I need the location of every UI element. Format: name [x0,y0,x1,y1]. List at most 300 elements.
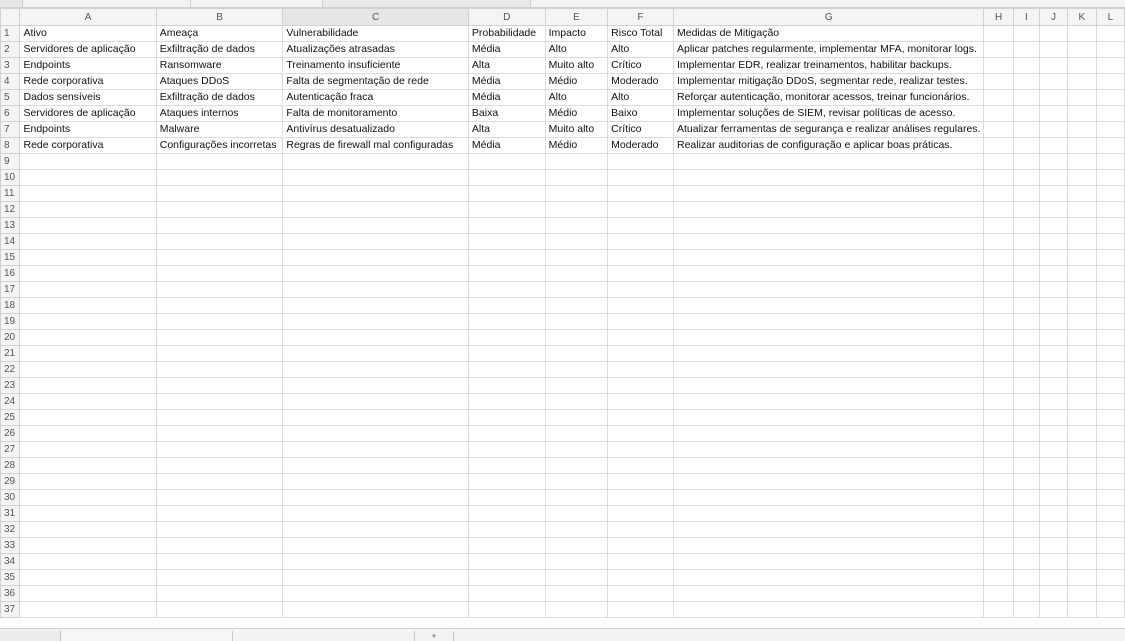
cell-d26[interactable] [468,426,545,442]
cell-c12[interactable] [283,202,469,218]
cell-d10[interactable] [468,170,545,186]
cell-g7[interactable]: Atualizar ferramentas de segurança e realizar análises regulares. [673,122,984,138]
cell-f18[interactable] [608,298,674,314]
row-header[interactable]: 16 [1,266,20,282]
cell-g14[interactable] [673,234,984,250]
cell-l25[interactable] [1096,410,1124,426]
cell-a10[interactable] [20,170,156,186]
cell-k3[interactable] [1067,58,1096,74]
cell-a7[interactable]: Endpoints [20,122,156,138]
cell-h15[interactable] [984,250,1013,266]
cell-e7[interactable]: Muito alto [545,122,608,138]
cell-k6[interactable] [1067,106,1096,122]
cell-g31[interactable] [673,506,984,522]
cell-j19[interactable] [1040,314,1068,330]
cell-l15[interactable] [1096,250,1124,266]
cell-h27[interactable] [984,442,1013,458]
cell-e5[interactable]: Alto [545,90,608,106]
cell-a28[interactable] [20,458,156,474]
cell-d7[interactable]: Alta [468,122,545,138]
cell-l18[interactable] [1096,298,1124,314]
cell-j37[interactable] [1040,602,1068,618]
cell-i32[interactable] [1013,522,1039,538]
cell-b8[interactable]: Configurações incorretas [156,138,283,154]
cell-f14[interactable] [608,234,674,250]
cell-c13[interactable] [283,218,469,234]
cell-g16[interactable] [673,266,984,282]
cell-l2[interactable] [1096,42,1124,58]
cell-i18[interactable] [1013,298,1039,314]
cell-d33[interactable] [468,538,545,554]
cell-g36[interactable] [673,586,984,602]
row-header[interactable]: 9 [1,154,20,170]
cell-i29[interactable] [1013,474,1039,490]
cell-f37[interactable] [608,602,674,618]
cell-a33[interactable] [20,538,156,554]
cell-i26[interactable] [1013,426,1039,442]
cell-j18[interactable] [1040,298,1068,314]
row-header[interactable]: 19 [1,314,20,330]
cell-g10[interactable] [673,170,984,186]
cell-k36[interactable] [1067,586,1096,602]
cell-f2[interactable]: Alto [608,42,674,58]
cell-a30[interactable] [20,490,156,506]
cell-a17[interactable] [20,282,156,298]
cell-a37[interactable] [20,602,156,618]
cell-b17[interactable] [156,282,283,298]
cell-j32[interactable] [1040,522,1068,538]
cell-e2[interactable]: Alto [545,42,608,58]
cell-b10[interactable] [156,170,283,186]
row-header[interactable]: 2 [1,42,20,58]
cell-f8[interactable]: Moderado [608,138,674,154]
cell-l13[interactable] [1096,218,1124,234]
cell-c14[interactable] [283,234,469,250]
cell-c18[interactable] [283,298,469,314]
cell-l28[interactable] [1096,458,1124,474]
cell-f16[interactable] [608,266,674,282]
row-header[interactable]: 34 [1,554,20,570]
cell-j4[interactable] [1040,74,1068,90]
cell-d6[interactable]: Baixa [468,106,545,122]
cell-k4[interactable] [1067,74,1096,90]
cell-f24[interactable] [608,394,674,410]
cell-j16[interactable] [1040,266,1068,282]
cell-j8[interactable] [1040,138,1068,154]
cell-l4[interactable] [1096,74,1124,90]
cell-g17[interactable] [673,282,984,298]
cell-b1[interactable]: Ameaça [156,26,283,42]
cell-h9[interactable] [984,154,1013,170]
row-header[interactable]: 1 [1,26,20,42]
cell-h36[interactable] [984,586,1013,602]
cell-a21[interactable] [20,346,156,362]
cell-i15[interactable] [1013,250,1039,266]
cell-k10[interactable] [1067,170,1096,186]
column-header-c[interactable]: C [283,9,469,26]
cell-c29[interactable] [283,474,469,490]
cell-b29[interactable] [156,474,283,490]
cell-j20[interactable] [1040,330,1068,346]
column-header-f[interactable]: F [608,9,674,26]
cell-f29[interactable] [608,474,674,490]
row-header[interactable]: 29 [1,474,20,490]
cell-a24[interactable] [20,394,156,410]
cell-g24[interactable] [673,394,984,410]
cell-k32[interactable] [1067,522,1096,538]
cell-e13[interactable] [545,218,608,234]
cell-j26[interactable] [1040,426,1068,442]
cell-e14[interactable] [545,234,608,250]
cell-d28[interactable] [468,458,545,474]
cell-h29[interactable] [984,474,1013,490]
row-header[interactable]: 24 [1,394,20,410]
cell-i34[interactable] [1013,554,1039,570]
cell-b33[interactable] [156,538,283,554]
cell-g23[interactable] [673,378,984,394]
cell-d5[interactable]: Média [468,90,545,106]
cell-l27[interactable] [1096,442,1124,458]
cell-a27[interactable] [20,442,156,458]
cell-i9[interactable] [1013,154,1039,170]
row-header[interactable]: 4 [1,74,20,90]
cell-i6[interactable] [1013,106,1039,122]
cell-b14[interactable] [156,234,283,250]
cell-k15[interactable] [1067,250,1096,266]
cell-b7[interactable]: Malware [156,122,283,138]
cell-b15[interactable] [156,250,283,266]
cell-l9[interactable] [1096,154,1124,170]
cell-f27[interactable] [608,442,674,458]
cell-i7[interactable] [1013,122,1039,138]
cell-k27[interactable] [1067,442,1096,458]
row-header[interactable]: 7 [1,122,20,138]
cell-i11[interactable] [1013,186,1039,202]
cell-b37[interactable] [156,602,283,618]
cell-g35[interactable] [673,570,984,586]
cell-a9[interactable] [20,154,156,170]
cell-f4[interactable]: Moderado [608,74,674,90]
cell-d4[interactable]: Média [468,74,545,90]
cell-l31[interactable] [1096,506,1124,522]
cell-h30[interactable] [984,490,1013,506]
column-header-a[interactable]: A [20,9,156,26]
cell-d15[interactable] [468,250,545,266]
cell-j35[interactable] [1040,570,1068,586]
cell-d19[interactable] [468,314,545,330]
cell-l30[interactable] [1096,490,1124,506]
row-header[interactable]: 36 [1,586,20,602]
cell-e4[interactable]: Médio [545,74,608,90]
cell-b6[interactable]: Ataques internos [156,106,283,122]
cell-c33[interactable] [283,538,469,554]
cell-e31[interactable] [545,506,608,522]
cell-l26[interactable] [1096,426,1124,442]
cell-i1[interactable] [1013,26,1039,42]
cell-j12[interactable] [1040,202,1068,218]
cell-e37[interactable] [545,602,608,618]
cell-b35[interactable] [156,570,283,586]
cell-i30[interactable] [1013,490,1039,506]
cell-c24[interactable] [283,394,469,410]
cell-h21[interactable] [984,346,1013,362]
cell-k30[interactable] [1067,490,1096,506]
cell-e32[interactable] [545,522,608,538]
row-header[interactable]: 28 [1,458,20,474]
cell-j13[interactable] [1040,218,1068,234]
cell-g28[interactable] [673,458,984,474]
cell-j30[interactable] [1040,490,1068,506]
cell-b20[interactable] [156,330,283,346]
cell-h5[interactable] [984,90,1013,106]
cell-j24[interactable] [1040,394,1068,410]
cell-c8[interactable]: Regras de firewall mal configuradas [283,138,469,154]
cell-d30[interactable] [468,490,545,506]
cell-b18[interactable] [156,298,283,314]
row-header[interactable]: 35 [1,570,20,586]
cell-h20[interactable] [984,330,1013,346]
cell-k11[interactable] [1067,186,1096,202]
cell-e11[interactable] [545,186,608,202]
cell-b31[interactable] [156,506,283,522]
cell-k25[interactable] [1067,410,1096,426]
cell-b32[interactable] [156,522,283,538]
cell-l37[interactable] [1096,602,1124,618]
cell-g21[interactable] [673,346,984,362]
cell-h22[interactable] [984,362,1013,378]
cell-d37[interactable] [468,602,545,618]
cell-j34[interactable] [1040,554,1068,570]
cell-b27[interactable] [156,442,283,458]
cell-l34[interactable] [1096,554,1124,570]
cell-c16[interactable] [283,266,469,282]
cell-g32[interactable] [673,522,984,538]
cell-h7[interactable] [984,122,1013,138]
cell-c2[interactable]: Atualizações atrasadas [283,42,469,58]
cell-h4[interactable] [984,74,1013,90]
cell-e20[interactable] [545,330,608,346]
cell-d27[interactable] [468,442,545,458]
cell-l16[interactable] [1096,266,1124,282]
cell-e1[interactable]: Impacto [545,26,608,42]
cell-g15[interactable] [673,250,984,266]
cell-e9[interactable] [545,154,608,170]
cell-k21[interactable] [1067,346,1096,362]
cell-l6[interactable] [1096,106,1124,122]
cell-b16[interactable] [156,266,283,282]
cell-j15[interactable] [1040,250,1068,266]
cell-f1[interactable]: Risco Total [608,26,674,42]
cell-g29[interactable] [673,474,984,490]
cell-h3[interactable] [984,58,1013,74]
cell-a15[interactable] [20,250,156,266]
cell-f15[interactable] [608,250,674,266]
cell-g26[interactable] [673,426,984,442]
cell-c3[interactable]: Treinamento insuficiente [283,58,469,74]
cell-l32[interactable] [1096,522,1124,538]
cell-d23[interactable] [468,378,545,394]
cell-d16[interactable] [468,266,545,282]
cell-i12[interactable] [1013,202,1039,218]
row-header[interactable]: 13 [1,218,20,234]
cell-h14[interactable] [984,234,1013,250]
column-header-g[interactable]: G [673,9,984,26]
cell-a14[interactable] [20,234,156,250]
cell-j1[interactable] [1040,26,1068,42]
cell-j7[interactable] [1040,122,1068,138]
cell-h1[interactable] [984,26,1013,42]
cell-d1[interactable]: Probabilidade [468,26,545,42]
cell-a36[interactable] [20,586,156,602]
cell-h17[interactable] [984,282,1013,298]
row-header[interactable]: 20 [1,330,20,346]
cell-k19[interactable] [1067,314,1096,330]
cell-c31[interactable] [283,506,469,522]
cell-b3[interactable]: Ransomware [156,58,283,74]
cell-f7[interactable]: Crítico [608,122,674,138]
row-header[interactable]: 8 [1,138,20,154]
cell-d22[interactable] [468,362,545,378]
cell-j9[interactable] [1040,154,1068,170]
cell-k2[interactable] [1067,42,1096,58]
cell-j2[interactable] [1040,42,1068,58]
cell-c32[interactable] [283,522,469,538]
row-header[interactable]: 31 [1,506,20,522]
column-header-k[interactable]: K [1067,9,1096,26]
cell-a19[interactable] [20,314,156,330]
row-header[interactable]: 30 [1,490,20,506]
cell-l35[interactable] [1096,570,1124,586]
row-header[interactable]: 5 [1,90,20,106]
cell-j36[interactable] [1040,586,1068,602]
cell-c1[interactable]: Vulnerabilidade [283,26,469,42]
cell-a6[interactable]: Servidores de aplicação [20,106,156,122]
cell-d9[interactable] [468,154,545,170]
cell-f17[interactable] [608,282,674,298]
column-header-l[interactable]: L [1096,9,1124,26]
cell-d34[interactable] [468,554,545,570]
cell-a18[interactable] [20,298,156,314]
cell-b24[interactable] [156,394,283,410]
cell-f9[interactable] [608,154,674,170]
cell-i10[interactable] [1013,170,1039,186]
cell-l10[interactable] [1096,170,1124,186]
cell-a16[interactable] [20,266,156,282]
cell-c15[interactable] [283,250,469,266]
cell-b12[interactable] [156,202,283,218]
cell-h32[interactable] [984,522,1013,538]
cell-e17[interactable] [545,282,608,298]
cell-f23[interactable] [608,378,674,394]
column-header-i[interactable]: I [1013,9,1039,26]
cell-e29[interactable] [545,474,608,490]
cell-g37[interactable] [673,602,984,618]
spreadsheet-grid[interactable] [0,8,1125,618]
cell-g9[interactable] [673,154,984,170]
cell-c11[interactable] [283,186,469,202]
cell-g6[interactable]: Implementar soluções de SIEM, revisar políticas de acesso. [673,106,984,122]
cell-f19[interactable] [608,314,674,330]
cell-j29[interactable] [1040,474,1068,490]
row-header[interactable]: 22 [1,362,20,378]
cell-j33[interactable] [1040,538,1068,554]
cell-g18[interactable] [673,298,984,314]
cell-f26[interactable] [608,426,674,442]
cell-k8[interactable] [1067,138,1096,154]
cell-e22[interactable] [545,362,608,378]
row-header[interactable]: 11 [1,186,20,202]
cell-d8[interactable]: Média [468,138,545,154]
cell-e16[interactable] [545,266,608,282]
cell-a22[interactable] [20,362,156,378]
cell-g1[interactable]: Medidas de Mitigação [673,26,984,42]
row-header[interactable]: 12 [1,202,20,218]
cell-f25[interactable] [608,410,674,426]
cell-b28[interactable] [156,458,283,474]
cell-l7[interactable] [1096,122,1124,138]
cell-g13[interactable] [673,218,984,234]
row-header[interactable]: 27 [1,442,20,458]
cell-e6[interactable]: Médio [545,106,608,122]
cell-k35[interactable] [1067,570,1096,586]
cell-a11[interactable] [20,186,156,202]
cell-j25[interactable] [1040,410,1068,426]
cell-a12[interactable] [20,202,156,218]
cell-a5[interactable]: Dados sensíveis [20,90,156,106]
cell-d21[interactable] [468,346,545,362]
cell-d25[interactable] [468,410,545,426]
cell-c6[interactable]: Falta de monitoramento [283,106,469,122]
cell-h11[interactable] [984,186,1013,202]
cell-l11[interactable] [1096,186,1124,202]
cell-l20[interactable] [1096,330,1124,346]
cell-l29[interactable] [1096,474,1124,490]
cell-l22[interactable] [1096,362,1124,378]
cell-d2[interactable]: Média [468,42,545,58]
cell-e34[interactable] [545,554,608,570]
cell-h8[interactable] [984,138,1013,154]
cell-e15[interactable] [545,250,608,266]
cell-i35[interactable] [1013,570,1039,586]
cell-k17[interactable] [1067,282,1096,298]
cell-i20[interactable] [1013,330,1039,346]
cell-c26[interactable] [283,426,469,442]
cell-a25[interactable] [20,410,156,426]
cell-l33[interactable] [1096,538,1124,554]
cell-j21[interactable] [1040,346,1068,362]
cell-e19[interactable] [545,314,608,330]
select-all-button[interactable] [1,9,20,26]
cell-c30[interactable] [283,490,469,506]
cell-b26[interactable] [156,426,283,442]
cell-g27[interactable] [673,442,984,458]
cell-h28[interactable] [984,458,1013,474]
cell-l14[interactable] [1096,234,1124,250]
plus-icon[interactable]: + [414,631,454,641]
cell-g4[interactable]: Implementar mitigação DDoS, segmentar rede, realizar testes. [673,74,984,90]
cell-h16[interactable] [984,266,1013,282]
cell-k22[interactable] [1067,362,1096,378]
cell-i27[interactable] [1013,442,1039,458]
cell-c17[interactable] [283,282,469,298]
cell-e10[interactable] [545,170,608,186]
cell-i24[interactable] [1013,394,1039,410]
cell-j11[interactable] [1040,186,1068,202]
cell-a1[interactable]: Ativo [20,26,156,42]
cell-a23[interactable] [20,378,156,394]
cell-f12[interactable] [608,202,674,218]
cell-a4[interactable]: Rede corporativa [20,74,156,90]
